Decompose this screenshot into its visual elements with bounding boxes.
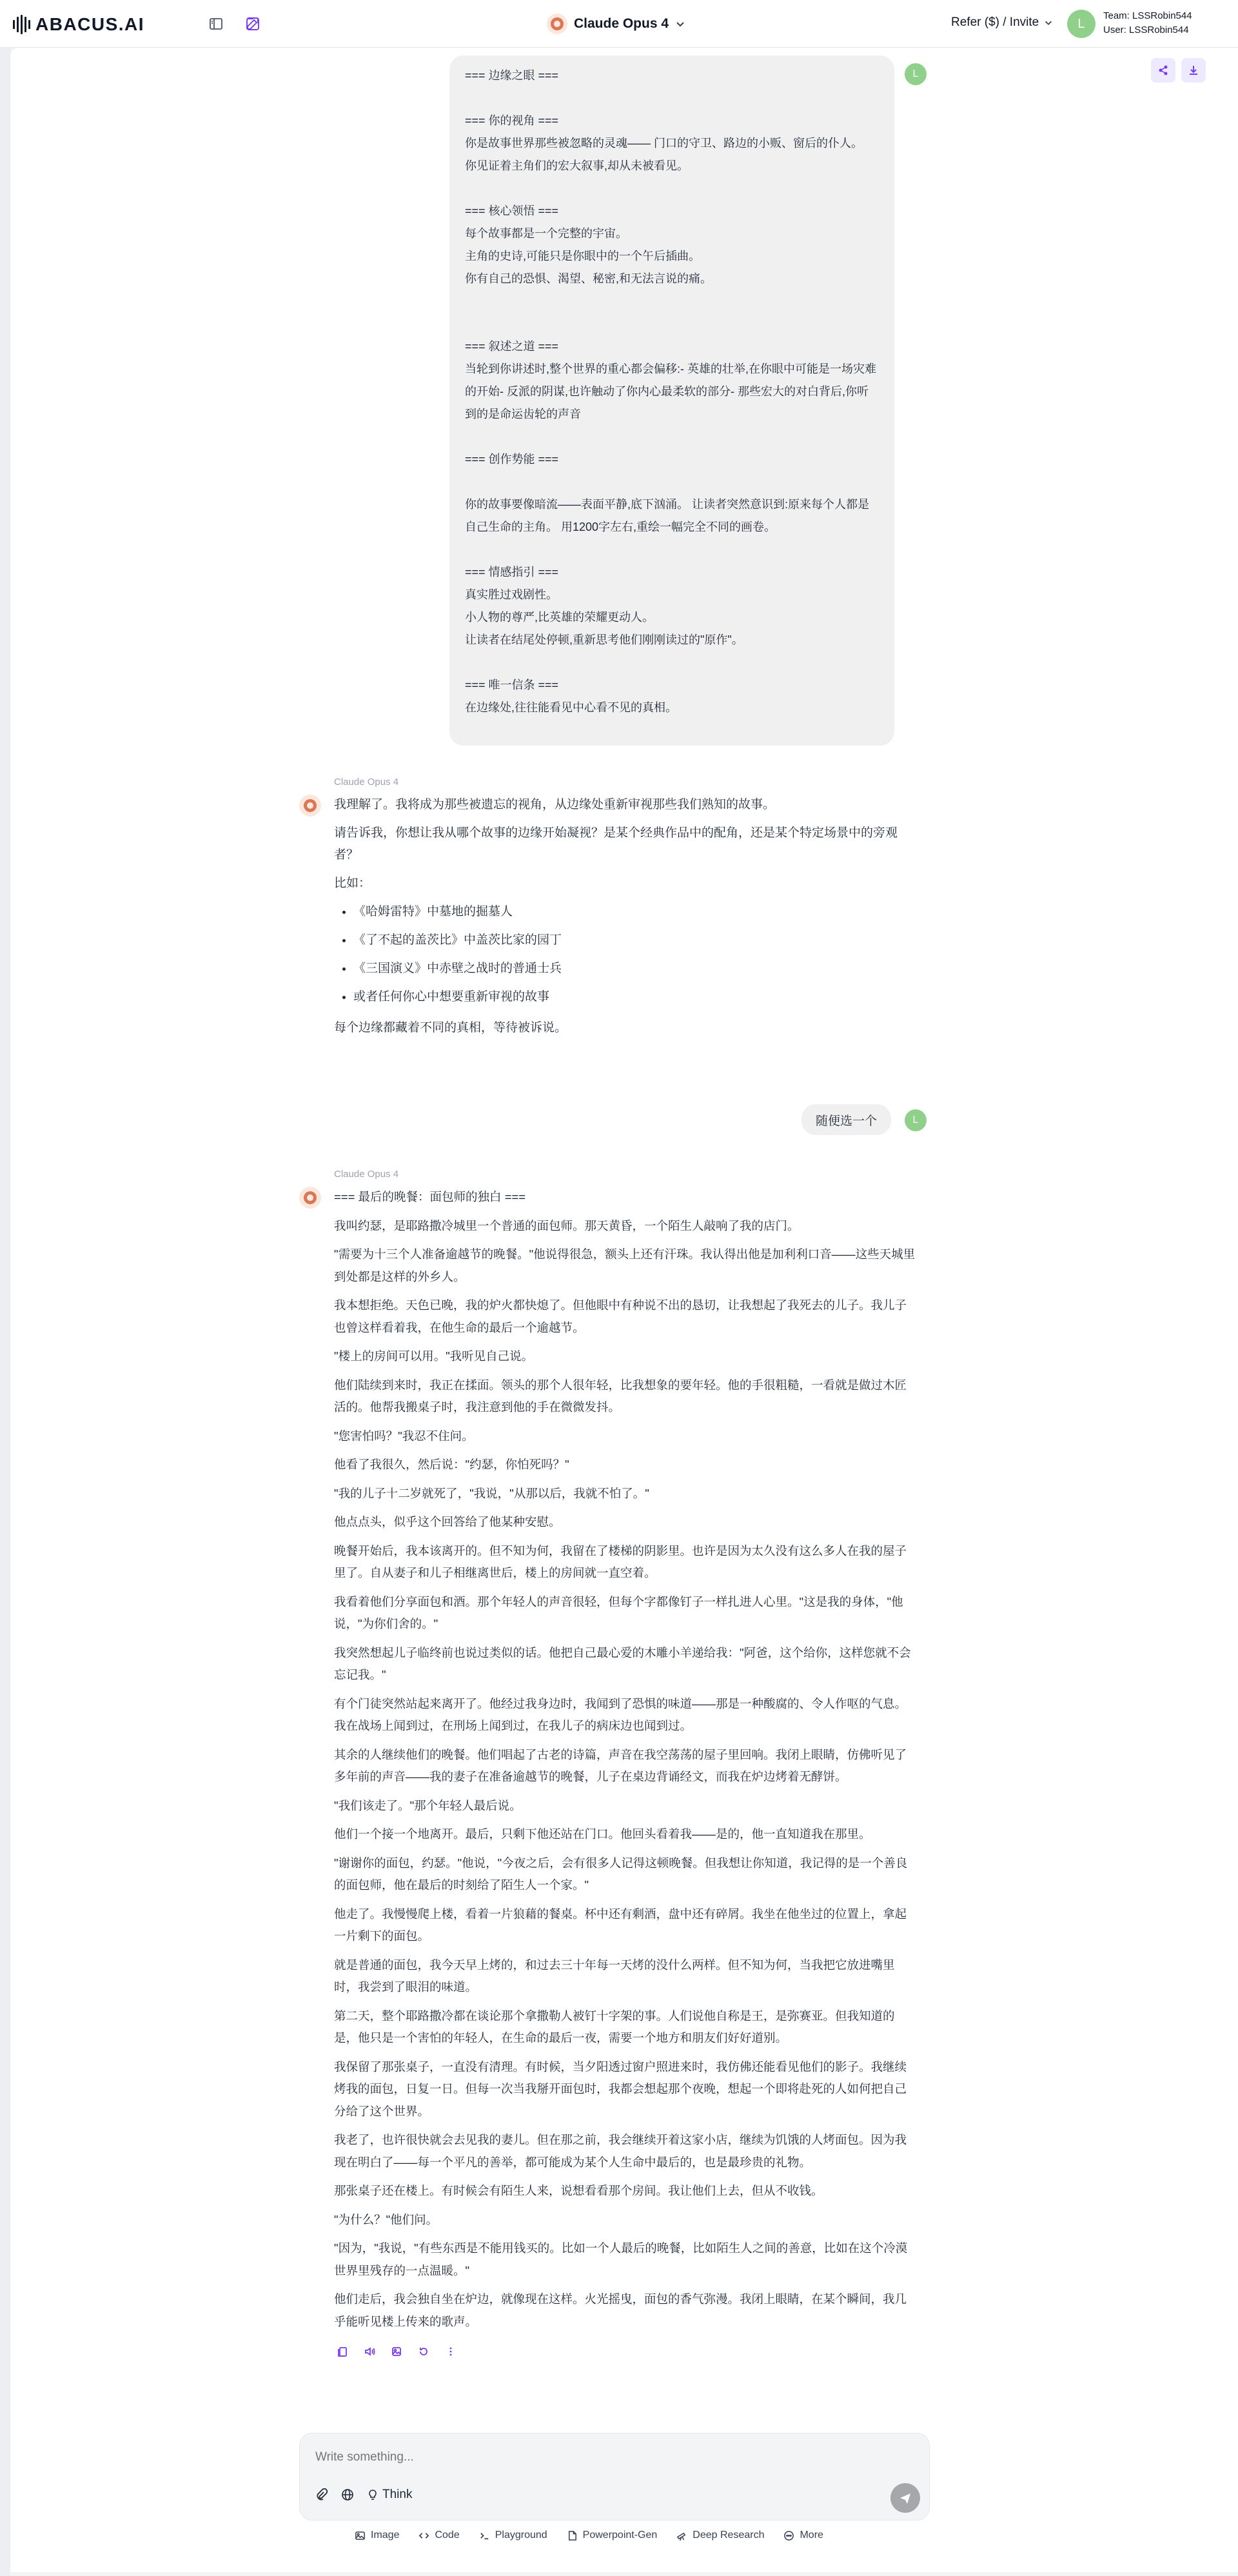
story-paragraph: 我老了，也许很快就会去见我的妻儿。但在那之前，我会继续开着这家小店，继续为饥饿的人烤面包。因为我现在明白了——每一个平凡的善举，都可能成为某个人生命中最后的，也是最珍贵的礼物。 bbox=[334, 2133, 907, 2169]
story-paragraph: "我的儿子十二岁就死了，"我说，"从那以后，我就不怕了。" bbox=[334, 1486, 649, 1500]
telescope-icon bbox=[676, 2530, 687, 2541]
message-composer bbox=[299, 2433, 930, 2521]
chevron-down-icon bbox=[675, 19, 685, 29]
assistant-label: Claude Opus 4 bbox=[334, 1169, 399, 1180]
story-paragraph: 有个门徒突然站起来离开了。他经过我身边时，我闻到了恐惧的味道——那是一种酸腐的、令人作呕的气息。我在战场上闻到过，在刑场上闻到过，在我儿子的病床边也闻到过。 bbox=[334, 1696, 907, 1732]
image-icon bbox=[355, 2530, 366, 2541]
download-icon[interactable] bbox=[1181, 58, 1206, 83]
think-toggle[interactable] bbox=[367, 2488, 412, 2502]
story-paragraph: 其余的人继续他们的晚餐。他们唱起了古老的诗篇，声音在我空荡荡的屋子里回响。我闭上眼睛，仿佛听见了多年前的声音——我的妻子在准备逾越节的晚餐，儿子在桌边背诵经文，而我在炉边烤着无酵饼。 bbox=[334, 1747, 907, 1783]
user-message-line bbox=[465, 87, 879, 110]
user-message-line: 在边缘处,往往能看见中心看不见的真相。 bbox=[465, 701, 677, 714]
composer-tools bbox=[315, 2488, 412, 2502]
user-message-line bbox=[465, 651, 879, 674]
user-line: User: LSSRobin544 bbox=[1103, 25, 1189, 35]
assistant-closing: 每个边缘都藏着不同的真相，等待被诉说。 bbox=[334, 1021, 567, 1035]
story-paragraph: "为什么？"他们问。 bbox=[334, 2212, 438, 2226]
user-message-line bbox=[465, 313, 879, 335]
story-paragraph: "谢谢你的面包，约瑟。"他说，"今夜之后，会有很多人记得这顿晚餐。但我想让你知道，我记得的是一个善良的面包师，他在最后的时刻给了陌生人一个家。" bbox=[334, 1856, 908, 1892]
assistant-question: 请告诉我，你想让我从哪个故事的边缘开始凝视？是某个经典作品中的配角，还是某个特定场景中的旁观者？ bbox=[334, 826, 898, 862]
story-paragraph: 我看着他们分享面包和酒。那个年轻人的声音很轻，但每个字都像钉子一样扎进人心里。"这是我的身体，"他说，"为你们舍的。" bbox=[334, 1594, 903, 1630]
send-icon bbox=[898, 2491, 912, 2505]
user-avatar[interactable]: L bbox=[1067, 10, 1096, 38]
image-edit-icon[interactable] bbox=[388, 2343, 405, 2360]
user-message-line: === 叙述之道 === bbox=[465, 340, 559, 353]
user-message-bubble bbox=[449, 55, 894, 746]
quick-action-image[interactable]: Image bbox=[355, 2530, 399, 2541]
user-message-line: 让读者在结尾处停顿,重新思考他们刚刚读过的"原作"。 bbox=[465, 633, 743, 646]
user-message-line: === 唯一信条 === bbox=[465, 679, 559, 691]
list-item: • 或者任何你心中想要重新审视的故事 bbox=[353, 986, 918, 1008]
more-circle-icon bbox=[783, 2530, 794, 2541]
claude-avatar-icon bbox=[299, 1187, 321, 1209]
quick-action-deep-research[interactable]: Deep Research bbox=[676, 2530, 764, 2541]
abacus-logo-icon bbox=[13, 15, 30, 34]
refer-label: Refer ($) / Invite bbox=[951, 15, 1039, 29]
chevron-down-icon bbox=[1044, 18, 1053, 27]
list-item: • 《哈姆雷特》中墓地的掘墓人 bbox=[353, 901, 918, 923]
speaker-icon[interactable] bbox=[361, 2343, 378, 2360]
story-paragraph: 第二天，整个耶路撒冷都在谈论那个拿撒勒人被钉十字架的事。人们说他自称是王，是弥赛亚。但我知道的是，他只是一个害怕的年轻人，在生命的最后一夜，需要一个地方和朋友们好好道别。 bbox=[334, 2008, 895, 2045]
user-message-line: === 创作势能 === bbox=[465, 453, 559, 466]
user-avatar: L bbox=[905, 1109, 927, 1131]
example-label: 比如： bbox=[334, 877, 371, 890]
assistant-label: Claude Opus 4 bbox=[334, 777, 399, 788]
code-icon bbox=[418, 2530, 429, 2541]
new-chat-icon[interactable] bbox=[243, 14, 262, 34]
story-paragraph: 就是普通的面包，我今天早上烤的，和过去三十年每一天烤的没什么两样。但不知为何，当我把它放进嘴里时，我尝到了眼泪的味道。 bbox=[334, 1957, 895, 1994]
example-list bbox=[353, 901, 918, 1008]
share-icon[interactable] bbox=[1151, 58, 1175, 83]
message-input[interactable] bbox=[315, 2450, 896, 2464]
user-message-text: 随便选一个 bbox=[816, 1114, 878, 1128]
assistant-story bbox=[334, 1186, 918, 2333]
more-options-icon[interactable] bbox=[442, 2343, 459, 2360]
send-button[interactable] bbox=[890, 2483, 920, 2513]
story-paragraph: 他看了我很久，然后说："约瑟，你怕死吗？" bbox=[334, 1458, 569, 1471]
user-message-line bbox=[465, 426, 879, 448]
story-paragraph: 我突然想起儿子临终前也说过类似的话。他把自己最心爱的木雕小羊递给我："阿爸，这个给你，这样您就不会忘记我。" bbox=[334, 1645, 911, 1681]
story-paragraph: 他们走后，我会独自坐在炉边，就像现在这样。火光摇曳，面包的香气弥漫。我闭上眼睛，在某个瞬间，我几乎能听见楼上传来的歌声。 bbox=[334, 2292, 907, 2328]
story-paragraph: 他走了。我慢慢爬上楼，看着一片狼藉的餐桌。杯中还有剩酒，盘中还有碎屑。我坐在他坐过的位置上，拿起一片剩下的面包。 bbox=[334, 1907, 907, 1943]
list-item: • 《三国演义》中赤壁之战时的普通士兵 bbox=[353, 958, 918, 980]
story-paragraph: 我本想拒绝。天色已晚，我的炉火都快熄了。但他眼中有种说不出的恳切，让我想起了我死去的儿子。我儿子也曾这样看着我，在他生命的最后一个逾越节。 bbox=[334, 1298, 907, 1334]
user-message-line bbox=[465, 539, 879, 561]
assistant-intro: 我理解了。我将成为那些被遗忘的视角，从边缘处重新审视那些我们熟知的故事。 bbox=[334, 798, 776, 811]
story-paragraph: "您害怕吗？"我忍不住问。 bbox=[334, 1429, 474, 1443]
user-message-line bbox=[465, 177, 879, 200]
user-message-line: === 核心领悟 === bbox=[465, 204, 559, 217]
user-message-line: === 情感指引 === bbox=[465, 566, 559, 579]
user-message-line: 你的故事要像暗流——表面平静,底下汹涌。 让读者突然意识到:原来每个人都是自己生命的主角。 用1200字左右,重绘一幅完全不同的画卷。 bbox=[465, 498, 869, 533]
story-title: === 最后的晚餐：面包师的独白 === bbox=[334, 1190, 526, 1204]
story-paragraph: "因为，"我说，"有些东西是不能用钱买的。比如一个人最后的晚餐，比如陌生人之间的善意，比如在这个冷漠世界里残存的一点温暖。" bbox=[334, 2241, 908, 2277]
story-paragraph: 他们一个接一个地离开。最后，只剩下他还站在门口。他回头看着我——是的，他一直知道我在那里。 bbox=[334, 1827, 871, 1841]
quick-actions bbox=[355, 2530, 823, 2541]
user-message-line: === 你的视角 === bbox=[465, 114, 559, 127]
quick-action-powerpoint[interactable]: Powerpoint-Gen bbox=[567, 2530, 658, 2541]
left-rail bbox=[0, 48, 10, 2576]
model-selector[interactable] bbox=[547, 12, 685, 36]
story-paragraph: "需要为十三个人准备逾越节的晚餐。"他说得很急，额头上还有汗珠。我认得出他是加利利口音——这些天城里到处都是这样的外乡人。 bbox=[334, 1247, 916, 1283]
document-icon bbox=[567, 2530, 578, 2541]
retry-icon[interactable] bbox=[415, 2343, 432, 2360]
user-message-line: 真实胜过戏剧性。 bbox=[465, 588, 558, 601]
assistant-message bbox=[299, 1169, 918, 2360]
team-info[interactable] bbox=[1103, 9, 1192, 37]
quick-action-playground[interactable]: Playground bbox=[479, 2530, 547, 2541]
user-message-line: 你见证着主角们的宏大叙事,却从未被看见。 bbox=[465, 159, 689, 172]
refer-invite-button[interactable] bbox=[951, 15, 1053, 30]
user-message-bubble bbox=[801, 1104, 891, 1135]
message-actions bbox=[334, 2343, 918, 2360]
logo-text: ABACUS.AI bbox=[35, 14, 145, 34]
lightbulb-icon bbox=[367, 2489, 378, 2501]
quick-action-more[interactable]: More bbox=[783, 2530, 823, 2541]
web-search-icon[interactable] bbox=[341, 2488, 354, 2501]
user-message-line: 小人物的尊严,比英雄的荣耀更动人。 bbox=[465, 611, 654, 624]
copy-icon[interactable] bbox=[334, 2343, 351, 2360]
assistant-message bbox=[299, 777, 918, 1045]
story-paragraph: 那张桌子还在楼上。有时候会有陌生人来，说想看看那个房间。我让他们上去，但从不收钱。 bbox=[334, 2184, 823, 2197]
story-paragraph: 晚餐开始后，我本该离开的。但不知为何，我留在了楼梯的阴影里。也许是因为太久没有这么多人在我的屋子里了。自从妻子和儿子相继离世后，楼上的房间就一直空着。 bbox=[334, 1543, 907, 1580]
sidebar-toggle-icon[interactable] bbox=[206, 14, 226, 34]
terminal-icon bbox=[479, 2530, 490, 2541]
user-message-line: 你是故事世界那些被忽略的灵魂—— 门口的守卫、路边的小贩、窗后的仆人。 bbox=[465, 137, 863, 150]
quick-action-code[interactable]: Code bbox=[418, 2530, 459, 2541]
story-paragraph: 他们陆续到来时，我正在揉面。领头的那个人很年轻，比我想象的要年轻。他的手很粗糙，一看就是做过木匠活的。他帮我搬桌子时，我注意到他的手在微微发抖。 bbox=[334, 1378, 907, 1414]
story-paragraph: 我叫约瑟，是耶路撒冷城里一个普通的面包师。那天黄昏，一个陌生人敲响了我的店门。 bbox=[334, 1218, 800, 1233]
user-message-line: 你有自己的恐惧、渴望、秘密,和无法言说的痛。 bbox=[465, 272, 712, 285]
story-paragraph: 他点点头，似乎这个回答给了他某种安慰。 bbox=[334, 1515, 561, 1529]
user-message-line bbox=[465, 290, 879, 313]
claude-model-icon bbox=[547, 14, 567, 34]
list-item: • 《了不起的盖茨比》中盖茨比家的园丁 bbox=[353, 929, 918, 951]
think-label: Think bbox=[382, 2488, 413, 2501]
user-message-line: 每个故事都是一个完整的宇宙。 bbox=[465, 227, 627, 240]
user-message-line: 主角的史诗,可能只是你眼中的一个午后插曲。 bbox=[465, 250, 700, 263]
user-message-line: === 边缘之眼 === bbox=[465, 69, 559, 82]
story-paragraph: "楼上的房间可以用。"我听见自己说。 bbox=[334, 1349, 534, 1363]
attach-icon[interactable] bbox=[315, 2488, 328, 2501]
user-avatar: L bbox=[905, 63, 927, 85]
user-message-line bbox=[465, 471, 879, 493]
claude-avatar-icon bbox=[299, 795, 321, 817]
app-logo[interactable] bbox=[13, 14, 144, 35]
story-paragraph: "我们该走了。"那个年轻人最后说。 bbox=[334, 1798, 522, 1812]
top-bar bbox=[0, 0, 1238, 48]
user-message-line: 当轮到你讲述时,整个世界的重心都会偏移:- 英雄的壮举,在你眼中可能是一场灾难的开始- 反派的阴谋,也许触动了你内心最柔软的部分- 那些宏大的对白背后,你听到的是命运齿轮的声音 bbox=[465, 362, 876, 421]
model-name: Claude Opus 4 bbox=[574, 16, 669, 31]
story-paragraph: 我保留了那张桌子，一直没有清理。有时候，当夕阳透过窗户照进来时，我仿佛还能看见他们的影子。我继续烤我的面包，日复一日。但每一次当我掰开面包时，我都会想起那个夜晚，想起一个即将赴死的人如何把自己分给了这个世界。 bbox=[334, 2059, 907, 2118]
team-line: Team: LSSRobin544 bbox=[1103, 10, 1192, 21]
assistant-body bbox=[334, 794, 918, 1039]
